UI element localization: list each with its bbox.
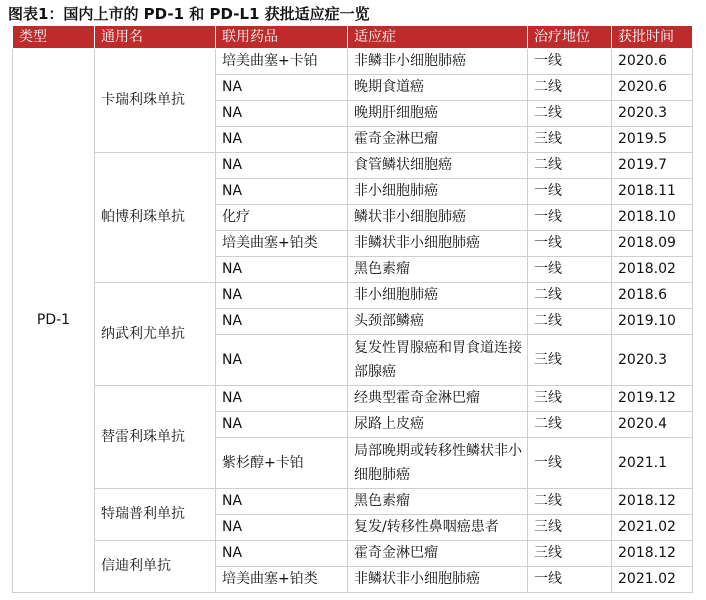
- combo-cell: 培美曲塞+铂类: [216, 231, 348, 257]
- date-cell: 2018.12: [612, 489, 693, 515]
- header-indication: 适应症: [348, 26, 528, 49]
- date-cell: 2019.12: [612, 386, 693, 412]
- header-treatment-line: 治疗地位: [528, 26, 612, 49]
- line-cell: 二线: [528, 283, 612, 309]
- header-approval-date: 获批时间: [612, 26, 693, 49]
- indication-cell: 非小细胞肺癌: [348, 283, 528, 309]
- indication-cell: 尿路上皮癌: [348, 412, 528, 438]
- combo-cell: NA: [216, 101, 348, 127]
- indication-cell: 局部晚期或转移性鳞状非小细胞肺癌: [348, 438, 528, 489]
- line-cell: 三线: [528, 127, 612, 153]
- combo-cell: NA: [216, 127, 348, 153]
- line-cell: 二线: [528, 75, 612, 101]
- combo-cell: 培美曲塞+卡铂: [216, 49, 348, 75]
- indication-cell: 晚期食道癌: [348, 75, 528, 101]
- combo-cell: NA: [216, 257, 348, 283]
- combo-cell: NA: [216, 335, 348, 386]
- date-cell: 2020.4: [612, 412, 693, 438]
- date-cell: 2020.6: [612, 49, 693, 75]
- line-cell: 二线: [528, 153, 612, 179]
- combo-cell: NA: [216, 179, 348, 205]
- table-row: [13, 541, 693, 567]
- table-row: [13, 386, 693, 412]
- indication-cell: 非鳞非小细胞肺癌: [348, 49, 528, 75]
- combo-cell: NA: [216, 283, 348, 309]
- generic-name-cell: 信迪利单抗: [95, 541, 216, 593]
- date-cell: 2021.02: [612, 567, 693, 593]
- generic-name-cell: 特瑞普利单抗: [95, 489, 216, 541]
- indication-cell: 食管鳞状细胞癌: [348, 153, 528, 179]
- combo-cell: 培美曲塞+铂类: [216, 567, 348, 593]
- line-cell: 一线: [528, 179, 612, 205]
- line-cell: 三线: [528, 335, 612, 386]
- indication-cell: 头颈部鳞癌: [348, 309, 528, 335]
- date-cell: 2018.6: [612, 283, 693, 309]
- date-cell: 2020.3: [612, 335, 693, 386]
- date-cell: 2018.11: [612, 179, 693, 205]
- generic-name-cell: 替雷利珠单抗: [95, 386, 216, 489]
- header-combination-drug: 联用药品: [216, 26, 348, 49]
- indication-cell: 晚期肝细胞癌: [348, 101, 528, 127]
- combo-cell: NA: [216, 309, 348, 335]
- indication-cell: 非鳞状非小细胞肺癌: [348, 231, 528, 257]
- table-title: 图表1：国内上市的 PD-1 和 PD-L1 获批适应症一览: [8, 5, 370, 23]
- indication-cell: 复发/转移性鼻咽癌患者: [348, 515, 528, 541]
- combo-cell: NA: [216, 386, 348, 412]
- indication-cell: 霍奇金淋巴瘤: [348, 541, 528, 567]
- line-cell: 一线: [528, 205, 612, 231]
- date-cell: 2019.5: [612, 127, 693, 153]
- line-cell: 一线: [528, 257, 612, 283]
- header-generic-name: 通用名: [95, 26, 216, 49]
- date-cell: 2019.7: [612, 153, 693, 179]
- date-cell: 2018.10: [612, 205, 693, 231]
- indication-cell: 非鳞状非小细胞肺癌: [348, 567, 528, 593]
- indication-cell: 鳞状非小细胞肺癌: [348, 205, 528, 231]
- date-cell: 2020.3: [612, 101, 693, 127]
- date-cell: 2018.02: [612, 257, 693, 283]
- line-cell: 二线: [528, 101, 612, 127]
- line-cell: 一线: [528, 567, 612, 593]
- date-cell: 2021.02: [612, 515, 693, 541]
- line-cell: 一线: [528, 49, 612, 75]
- line-cell: 三线: [528, 515, 612, 541]
- line-cell: 三线: [528, 541, 612, 567]
- indication-cell: 非小细胞肺癌: [348, 179, 528, 205]
- date-cell: 2021.1: [612, 438, 693, 489]
- combo-cell: NA: [216, 515, 348, 541]
- header-row: [13, 26, 693, 49]
- combo-cell: NA: [216, 75, 348, 101]
- table-row: [13, 489, 693, 515]
- indication-cell: 复发性胃腺癌和胃食道连接部腺癌: [348, 335, 528, 386]
- combo-cell: 紫杉醇+卡铂: [216, 438, 348, 489]
- line-cell: 一线: [528, 438, 612, 489]
- indication-cell: 经典型霍奇金淋巴瘤: [348, 386, 528, 412]
- date-cell: 2019.10: [612, 309, 693, 335]
- line-cell: 二线: [528, 309, 612, 335]
- combo-cell: NA: [216, 541, 348, 567]
- date-cell: 2020.6: [612, 75, 693, 101]
- date-cell: 2018.09: [612, 231, 693, 257]
- type-cell: PD-1: [13, 49, 95, 593]
- indication-cell: 霍奇金淋巴瘤: [348, 127, 528, 153]
- date-cell: 2018.12: [612, 541, 693, 567]
- generic-name-cell: 卡瑞利珠单抗: [95, 49, 216, 153]
- generic-name-cell: 纳武利尤单抗: [95, 283, 216, 386]
- combo-cell: NA: [216, 489, 348, 515]
- combo-cell: NA: [216, 153, 348, 179]
- table-row: [13, 153, 693, 179]
- indication-cell: 黑色素瘤: [348, 257, 528, 283]
- line-cell: 一线: [528, 231, 612, 257]
- table-row: [13, 283, 693, 309]
- combo-cell: 化疗: [216, 205, 348, 231]
- table-row: [13, 49, 693, 75]
- approval-table: [12, 26, 693, 593]
- line-cell: 二线: [528, 489, 612, 515]
- header-type: 类型: [13, 26, 95, 49]
- line-cell: 三线: [528, 386, 612, 412]
- generic-name-cell: 帕博利珠单抗: [95, 153, 216, 283]
- combo-cell: NA: [216, 412, 348, 438]
- indication-cell: 黑色素瘤: [348, 489, 528, 515]
- line-cell: 二线: [528, 412, 612, 438]
